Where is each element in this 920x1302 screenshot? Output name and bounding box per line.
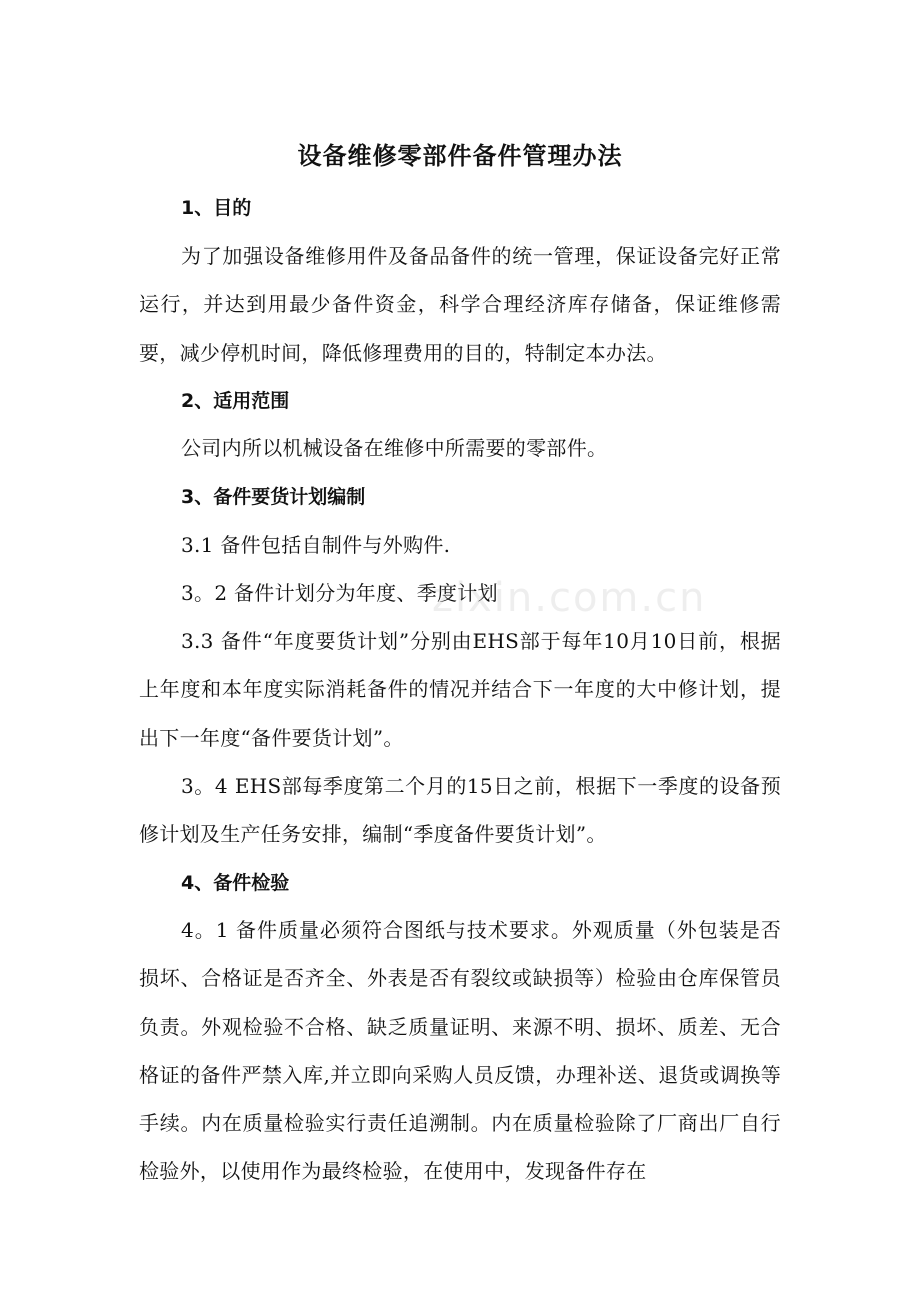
- section-heading-plan: 3、备件要货计划编制: [181, 486, 366, 508]
- paragraph-plan-3-3: 3.3 备件“年度要货计划”分别由EHS部于每年10月10日前，根据上年度和本年度实际消耗备件的情况并结合下一年度的大中修计划，提出下一年度“备件要货计划”。: [139, 629, 781, 750]
- section-heading-inspection: 4、备件检验: [181, 872, 290, 894]
- watermark-text: zixin.com.cn: [432, 575, 707, 621]
- section-heading-scope: 2、适用范围: [181, 390, 290, 412]
- paragraph-inspection-4-1: 4。1 备件质量必须符合图纸与技术要求。外观质量（外包装是否损坏、合格证是否齐全、外表是否有裂纹或缺损等）检验由仓库保管员负责。外观检验不合格、缺乏质量证明、来源不明、损坏、质差、无合格证的备件严禁入库,并立即向采购人员反馈，办理补送、退货或调换等手续。内在质量检验实行责任追溯制。内在质量检验除了厂商出厂自行检验外，以使用作为最终检验，在使用中，发现备件存在: [139, 918, 781, 1184]
- paragraph-plan-3-1: 3.1 备件包括自制件与外购件.: [181, 533, 451, 557]
- section-heading-purpose: 1、目的: [181, 197, 252, 219]
- document-title: 设备维修零部件备件管理办法: [297, 141, 623, 170]
- paragraph-plan-3-4: 3。4 EHS部每季度第二个月的15日之前，根据下一季度的设备预修计划及生产任务安排，编制“季度备件要货计划”。: [139, 774, 781, 847]
- document-page: [139, 0, 781, 1302]
- paragraph-purpose: 为了加强设备维修用件及备品备件的统一管理，保证设备完好正常运行，并达到用最少备件资金，科学合理经济库存储备，保证维修需要，减少停机时间，降低修理费用的目的，特制定本办法。: [139, 244, 781, 365]
- paragraph-plan-3-2: 3。2 备件计划分为年度、季度计划: [181, 581, 498, 605]
- paragraph-scope: 公司内所以机械设备在维修中所需要的零部件。: [181, 436, 608, 460]
